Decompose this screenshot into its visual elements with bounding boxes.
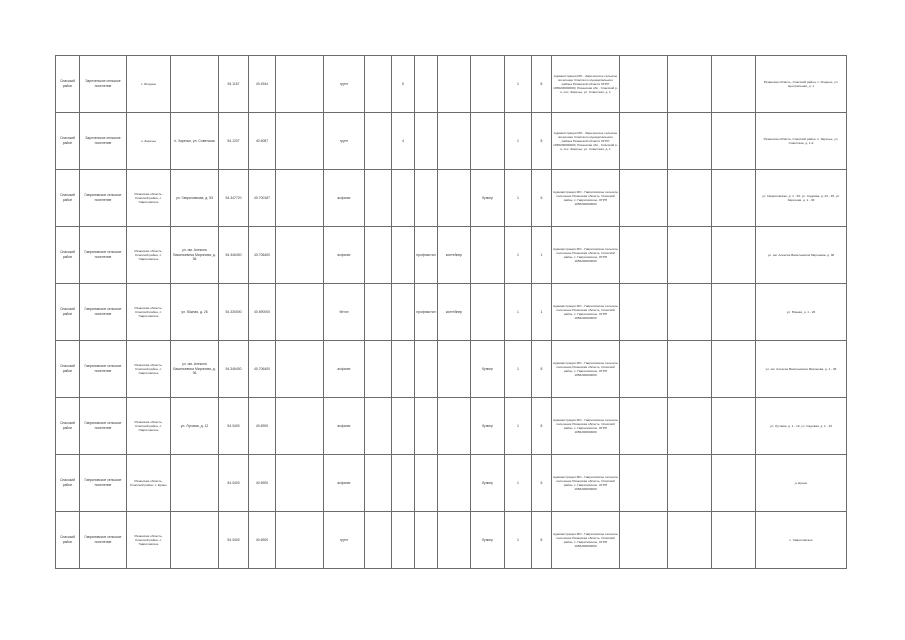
cell-c17 (620, 455, 668, 512)
cell-area (365, 284, 392, 341)
cell-sources: Рязанская область, Спасский район, с. Ягодное, ул. Центральная, д. 1 (756, 56, 847, 113)
cell-surface: грунт (324, 113, 365, 170)
cell-settlement: Гавриловское сельское поселение (80, 398, 127, 455)
cell-c19 (712, 284, 756, 341)
cell-type: профнастил (415, 284, 438, 341)
cell-c18 (668, 170, 712, 227)
cell-count: 1 (505, 398, 532, 455)
cell-lon: 40.4944 (249, 56, 276, 113)
cell-sources: ул. им. Алексея Васильевича Миронова, д. 36 (756, 227, 847, 284)
table-row (56, 113, 847, 170)
cell-containers: 1 (532, 227, 552, 284)
cell-locality: Рязанская область, Спасский район, с. Гавриловское (127, 512, 171, 569)
cell-containers: 8 (532, 56, 552, 113)
cell-surface: асфальт (324, 170, 365, 227)
cell-district: Спасский район (56, 398, 80, 455)
cell-surface: асфальт (324, 398, 365, 455)
cell-lat: 54.3400 (219, 398, 249, 455)
cell-c18 (668, 113, 712, 170)
cell-district: Спасский район (56, 56, 80, 113)
cell-area (365, 341, 392, 398)
cell-lon: 40.690000 (249, 284, 276, 341)
cell-volume (392, 455, 415, 512)
cell-volume (392, 170, 415, 227)
cell-lon: 40.6900 (249, 512, 276, 569)
cell-owner-type: бункер (471, 398, 505, 455)
cell-owner-info: Администрация МО - Зареченское сельское поселение Спасского муниципального района Рязанской области ОГРН 1056200000000, Рязанская обл., Спасский р-н, пос. Заречье, ул. Советская, д. 1 (552, 56, 620, 113)
cell-c19 (712, 227, 756, 284)
cell-locality: Рязанская область, Спасский район, с. Гавриловское (127, 170, 171, 227)
table-row (56, 398, 847, 455)
cell-placement (438, 398, 471, 455)
cell-contractor (276, 56, 324, 113)
cell-district: Спасский район (56, 227, 80, 284)
cell-surface: грунт (324, 56, 365, 113)
table-row (56, 227, 847, 284)
cell-count: 1 (505, 284, 532, 341)
cell-area (365, 512, 392, 569)
cell-address (171, 455, 219, 512)
cell-c17 (620, 170, 668, 227)
cell-locality: Рязанская область, Спасский район, с. Гавриловское (127, 341, 171, 398)
cell-lon: 40.6900 (249, 455, 276, 512)
cell-c19 (712, 113, 756, 170)
cell-c18 (668, 284, 712, 341)
registry-table (55, 55, 847, 569)
cell-placement: контейнер (438, 227, 471, 284)
cell-c17 (620, 56, 668, 113)
cell-type (415, 455, 438, 512)
cell-count: 1 (505, 512, 532, 569)
cell-owner-type: бункер (471, 170, 505, 227)
cell-owner-type: бункер (471, 455, 505, 512)
cell-owner-info: Администрация МО - Гавриловское сельское поселение Рязанская область, Спасский район, с. Гавриловское, ОГРН 1056200000000 (552, 398, 620, 455)
cell-district: Спасский район (56, 512, 80, 569)
registry-body (56, 56, 847, 569)
cell-c18 (668, 56, 712, 113)
cell-placement (438, 455, 471, 512)
cell-owner-type (471, 284, 505, 341)
cell-owner-info: Администрация МО - Зареченское сельское поселение Спасского муниципального района Рязанской области ОГРН 1056200000000, Рязанская обл., Спасский р-н, пос. Заречье, ул. Советская, д. 1 (552, 113, 620, 170)
cell-c18 (668, 398, 712, 455)
cell-settlement: Гавриловское сельское поселение (80, 512, 127, 569)
cell-containers: 6 (532, 455, 552, 512)
cell-c19 (712, 512, 756, 569)
cell-surface: грунт (324, 512, 365, 569)
cell-placement (438, 56, 471, 113)
cell-surface: асфальт (324, 341, 365, 398)
cell-placement (438, 341, 471, 398)
cell-sources: с. Гавриловское (756, 512, 847, 569)
cell-owner-type: бункер (471, 341, 505, 398)
cell-sources: ул. Луговая, д. 1 - 12, ул. Садовая, д. 1 - 15 (756, 398, 847, 455)
cell-address (171, 56, 219, 113)
cell-lon: 40.706400 (249, 227, 276, 284)
cell-lat: 54.346400 (219, 227, 249, 284)
cell-contractor (276, 170, 324, 227)
cell-address: ул. им. Алексея Васильевича Миронова, д. 36 (171, 227, 219, 284)
cell-owner-type (471, 113, 505, 170)
cell-district: Спасский район (56, 284, 80, 341)
cell-count: 1 (505, 56, 532, 113)
cell-type (415, 170, 438, 227)
cell-area (365, 455, 392, 512)
cell-district: Спасский район (56, 113, 80, 170)
cell-locality: Рязанская область, Спасский район, с. Ерино (127, 455, 171, 512)
cell-type (415, 341, 438, 398)
cell-settlement: Зареченское сельское поселение (80, 113, 127, 170)
cell-c17 (620, 284, 668, 341)
cell-lon: 40.5087 (249, 113, 276, 170)
cell-settlement: Гавриловское сельское поселение (80, 170, 127, 227)
cell-surface: асфальт (324, 455, 365, 512)
cell-c19 (712, 56, 756, 113)
cell-locality: Рязанская область, Спасский район, с. Гавриловское (127, 227, 171, 284)
cell-settlement: Гавриловское сельское поселение (80, 341, 127, 398)
cell-area (365, 227, 392, 284)
cell-sources: ул. Южная, д. 1 - 26 (756, 284, 847, 341)
cell-contractor (276, 398, 324, 455)
cell-settlement: Гавриловское сельское поселение (80, 455, 127, 512)
cell-owner-info: Администрация МО - Гавриловское сельское поселение Рязанская область, Спасский район, с. Гавриловское, ОГРН 1056200000000 (552, 170, 620, 227)
cell-address (171, 512, 219, 569)
cell-owner-type (471, 227, 505, 284)
cell-address: ул. Луговая, д. 12 (171, 398, 219, 455)
cell-type (415, 512, 438, 569)
cell-c17 (620, 398, 668, 455)
cell-volume: 4 (392, 113, 415, 170)
cell-containers: 1 (532, 284, 552, 341)
cell-c17 (620, 227, 668, 284)
cell-lon: 40.6900 (249, 398, 276, 455)
cell-settlement: Зареченское сельское поселение (80, 56, 127, 113)
cell-c19 (712, 455, 756, 512)
table-row (56, 341, 847, 398)
cell-district: Спасский район (56, 455, 80, 512)
cell-sources: д. Ерино (756, 455, 847, 512)
cell-locality: с. Ягодное (127, 56, 171, 113)
cell-lon: 40.706400 (249, 341, 276, 398)
cell-owner-info: Администрация МО - Гавриловское сельское поселение Рязанская область, Спасский район, с. Гавриловское, ОГРН 1056200000000 (552, 284, 620, 341)
cell-containers: 6 (532, 170, 552, 227)
cell-owner-info: Администрация МО - Гавриловское сельское поселение Рязанская область, Спасский район, с. Гавриловское, ОГРН 1056200000000 (552, 455, 620, 512)
cell-lon: 40.700187 (249, 170, 276, 227)
cell-c17 (620, 341, 668, 398)
cell-contractor (276, 227, 324, 284)
cell-placement: контейнер (438, 284, 471, 341)
cell-type: профнастил (415, 227, 438, 284)
cell-contractor (276, 455, 324, 512)
cell-owner-info: Администрация МО - Гавриловское сельское поселение Рязанская область, Спасский район, с. Гавриловское, ОГРН 1056200000000 (552, 512, 620, 569)
cell-volume: 5 (392, 56, 415, 113)
cell-c18 (668, 341, 712, 398)
cell-containers: 8 (532, 512, 552, 569)
cell-address: ул. Южная, д. 26 (171, 284, 219, 341)
cell-c19 (712, 398, 756, 455)
cell-locality: Рязанская область, Спасский район, с. Гавриловское (127, 398, 171, 455)
cell-contractor (276, 341, 324, 398)
table-row (56, 455, 847, 512)
cell-type (415, 56, 438, 113)
cell-settlement: Гавриловское сельское поселение (80, 227, 127, 284)
cell-contractor (276, 113, 324, 170)
table-row (56, 284, 847, 341)
cell-volume (392, 512, 415, 569)
table-row (56, 170, 847, 227)
cell-containers: 8 (532, 113, 552, 170)
cell-type (415, 398, 438, 455)
cell-volume (392, 398, 415, 455)
cell-settlement: Гавриловское сельское поселение (80, 284, 127, 341)
cell-district: Спасский район (56, 170, 80, 227)
cell-lat: 54.1167 (219, 56, 249, 113)
cell-owner-type: бункер (471, 512, 505, 569)
cell-containers: 8 (532, 341, 552, 398)
cell-c18 (668, 512, 712, 569)
cell-placement (438, 113, 471, 170)
cell-count: 1 (505, 455, 532, 512)
cell-c18 (668, 455, 712, 512)
cell-count: 1 (505, 113, 532, 170)
cell-sources: ул. им. Алексея Васильевича Миронова, д. 1 - 36 (756, 341, 847, 398)
cell-c17 (620, 512, 668, 569)
cell-c19 (712, 341, 756, 398)
cell-containers: 8 (532, 398, 552, 455)
cell-surface: бетон (324, 284, 365, 341)
cell-lat: 54.1207 (219, 113, 249, 170)
cell-owner-info: Администрация МО - Гавриловское сельское поселение Рязанская область, Спасский район, с. Гавриловское, ОГРН 1056200000000 (552, 227, 620, 284)
table-row (56, 56, 847, 113)
cell-area (365, 113, 392, 170)
cell-sources: ул. Гавриловская, д. 1 - 53, ул. Садовая, д. 23 - 35, ул. Заречная, д. 1 - 30 (756, 170, 847, 227)
cell-address: ул. Гавриловская, д. 53 (171, 170, 219, 227)
cell-contractor (276, 512, 324, 569)
cell-lat: 54.3400 (219, 455, 249, 512)
cell-area (365, 398, 392, 455)
cell-locality: п. Заречье (127, 113, 171, 170)
cell-count: 1 (505, 170, 532, 227)
cell-district: Спасский район (56, 341, 80, 398)
cell-c17 (620, 113, 668, 170)
cell-lat: 54.347720 (219, 170, 249, 227)
cell-contractor (276, 284, 324, 341)
cell-area (365, 56, 392, 113)
cell-lat: 54.3400 (219, 512, 249, 569)
cell-count: 1 (505, 341, 532, 398)
cell-area (365, 170, 392, 227)
cell-lat: 54.346400 (219, 341, 249, 398)
cell-volume (392, 284, 415, 341)
cell-type (415, 113, 438, 170)
cell-placement (438, 512, 471, 569)
cell-placement (438, 170, 471, 227)
cell-volume (392, 341, 415, 398)
cell-sources: Рязанская область, Спасский район, п. Заречье, ул. Советская, д. 1-9 (756, 113, 847, 170)
cell-owner-info: Администрация МО - Гавриловское сельское поселение Рязанская область, Спасский район, с. Гавриловское, ОГРН 1056200000000 (552, 341, 620, 398)
cell-c18 (668, 227, 712, 284)
cell-address: ул. им. Алексея Васильевича Миронова, д. 36 (171, 341, 219, 398)
cell-volume (392, 227, 415, 284)
cell-address: п. Заречье, ул. Советская (171, 113, 219, 170)
cell-lat: 54.330000 (219, 284, 249, 341)
cell-owner-type (471, 56, 505, 113)
cell-surface: асфальт (324, 227, 365, 284)
cell-count: 1 (505, 227, 532, 284)
cell-locality: Рязанская область, Спасский район, с. Гавриловское (127, 284, 171, 341)
cell-c19 (712, 170, 756, 227)
table-row (56, 512, 847, 569)
